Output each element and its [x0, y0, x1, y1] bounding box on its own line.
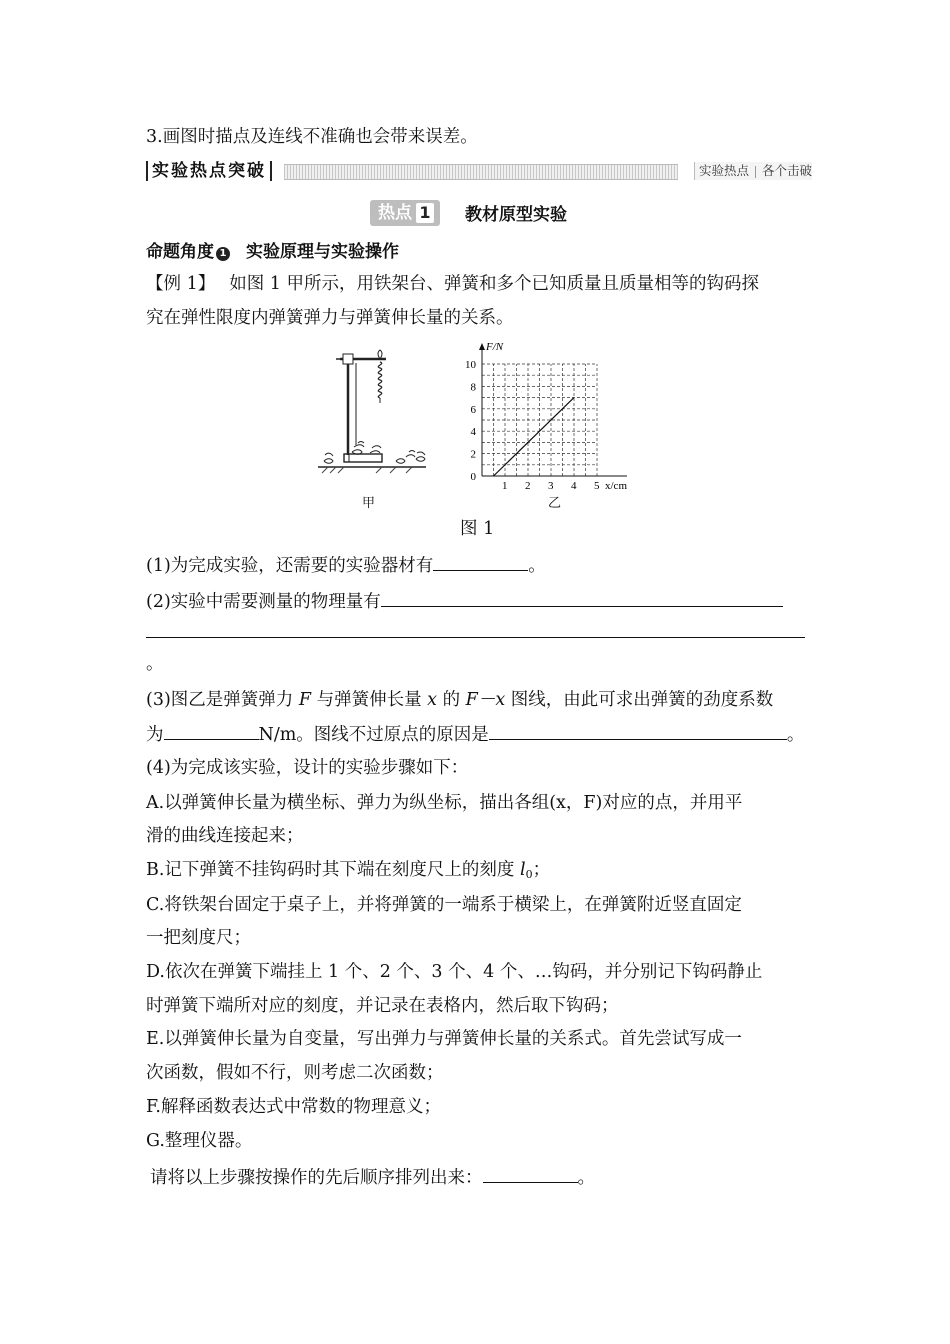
step-a-line-2: 滑的曲线连接起来；	[146, 826, 304, 846]
step-e-line-2: 次函数，假如不行，则考虑二次函数；	[146, 1063, 444, 1083]
q3-var-x: x	[427, 690, 438, 710]
q1-answer-blank[interactable]	[433, 552, 528, 571]
x-tick-label: 2	[525, 480, 531, 492]
badge-label: 热点	[378, 203, 412, 223]
step-d-line-2: 时弹簧下端所对应的刻度，并记录在表格内，然后取下钩码；	[146, 996, 619, 1016]
q3-end: 。	[786, 725, 805, 745]
data-line	[494, 398, 575, 476]
q3-text-c: 的	[437, 690, 466, 710]
q3-reason-blank[interactable]	[489, 721, 787, 740]
q2-answer-blank[interactable]	[381, 588, 783, 607]
step-a-line-1: A.以弹簧伸长量为横坐标、弹力为纵坐标，描出各组(x，F)对应的点，并用平	[146, 793, 743, 813]
final-end: 。	[577, 1168, 595, 1188]
x-axis-label: x/cm	[605, 480, 627, 492]
badge-number: 1	[416, 203, 434, 223]
figure-label-left: 甲	[362, 496, 376, 511]
y-tick-label: 2	[470, 448, 476, 461]
y-tick-label: 8	[470, 381, 476, 394]
question-4: (4)为完成该实验，设计的实验步骤如下：	[146, 758, 469, 778]
step-f: F.解释函数表达式中常数的物理意义；	[146, 1097, 441, 1117]
banner-subtitle-b: 各个击破	[761, 163, 812, 178]
figure-caption: 图 1	[460, 519, 495, 539]
example-tag: 【例 1】	[146, 274, 216, 294]
q2-answer-line[interactable]	[146, 637, 805, 638]
question-3-line-2	[146, 721, 804, 747]
y-tick-label: 10	[465, 359, 476, 371]
q2-end: 。	[146, 654, 164, 674]
y-tick-label: 6	[470, 403, 476, 416]
x-tick-label: 1	[502, 480, 508, 492]
q3-var-F: F	[298, 690, 312, 710]
angle-title: 实验原理与实验操作	[246, 242, 399, 262]
example-line-2: 究在弹性限度内弹簧弹力与弹簧伸长量的关系。	[146, 308, 514, 328]
question-3-line-1	[146, 688, 773, 712]
step-b-var: l	[519, 860, 526, 880]
question-2	[146, 588, 783, 614]
banner-pattern	[284, 164, 678, 180]
example-line-1	[146, 272, 759, 296]
y-tick-label: 4	[470, 426, 476, 439]
q1-end: 。	[528, 556, 546, 576]
banner-subtitle	[694, 162, 812, 180]
y-axis-arrow	[479, 343, 485, 350]
step-d-line-1: D.依次在弹簧下端挂上 1 个、2 个、3 个、4 个、…钩码，并分别记下钩码静止	[146, 962, 763, 982]
q3-text-b: 与弹簧伸长量	[311, 690, 428, 710]
step-e-line-1: E.以弹簧伸长量为自变量，写出弹力与弹簧伸长量的关系式。首先尝试写成一	[146, 1029, 742, 1049]
step-b-end: ；	[532, 860, 551, 880]
fx-chart	[455, 336, 645, 496]
final-question	[150, 1164, 595, 1190]
q3-text-f: N/m。图线不过原点的原因是	[258, 725, 489, 745]
q1-text: (1)为完成实验，还需要的实验器材有	[146, 556, 434, 576]
section-banner	[146, 161, 812, 181]
step-b-text: B.记下弹簧不挂钩码时其下端在刻度尺上的刻度	[146, 860, 520, 880]
q3-text-a: (3)图乙是弹簧弹力	[146, 690, 299, 710]
q3-var-Fx: F－x	[465, 690, 506, 710]
step-g: G.整理仪器。	[146, 1131, 253, 1151]
x-tick-label: 3	[548, 480, 554, 492]
angle-prefix: 命题角度	[146, 242, 214, 262]
top-note: 3.画图时描点及连线不准确也会带来误差。	[146, 127, 478, 147]
step-b	[146, 858, 550, 887]
q2-text: (2)实验中需要测量的物理量有	[146, 592, 381, 612]
example-text-1: 如图 1 甲所示，用铁架台、弹簧和多个已知质量且质量相等的钩码探	[229, 274, 759, 294]
banner-title: 实验热点突破	[146, 161, 272, 181]
banner-subtitle-a: 实验热点	[698, 163, 749, 178]
figure-label-right: 乙	[548, 496, 562, 511]
question-1	[146, 552, 546, 578]
x-tick-label: 5	[594, 480, 600, 492]
q3-stiffness-blank[interactable]	[164, 721, 259, 740]
step-c-line-2: 一把刻度尺；	[146, 928, 251, 948]
hotspot-badge	[370, 200, 440, 226]
y-axis-label: F/N	[486, 341, 504, 353]
q3-text-e: 为	[146, 725, 164, 745]
step-c-line-1: C.将铁架台固定于桌子上，并将弹簧的一端系于横梁上，在弹簧附近竖直固定	[146, 895, 742, 915]
q3-text-d: 图线，由此可求出弹簧的劲度系数	[505, 690, 774, 710]
angle-number: 1	[216, 247, 230, 261]
x-tick-label: 4	[571, 480, 577, 492]
step-b-sub: 0	[525, 868, 533, 881]
y-tick-label: 0	[470, 471, 476, 483]
final-text: 请将以上步骤按操作的先后顺序排列出来：	[150, 1168, 483, 1188]
hotspot-title: 教材原型实验	[465, 205, 567, 225]
proposition-angle	[146, 240, 399, 264]
final-answer-blank[interactable]	[483, 1164, 578, 1183]
apparatus-figure	[316, 345, 436, 475]
